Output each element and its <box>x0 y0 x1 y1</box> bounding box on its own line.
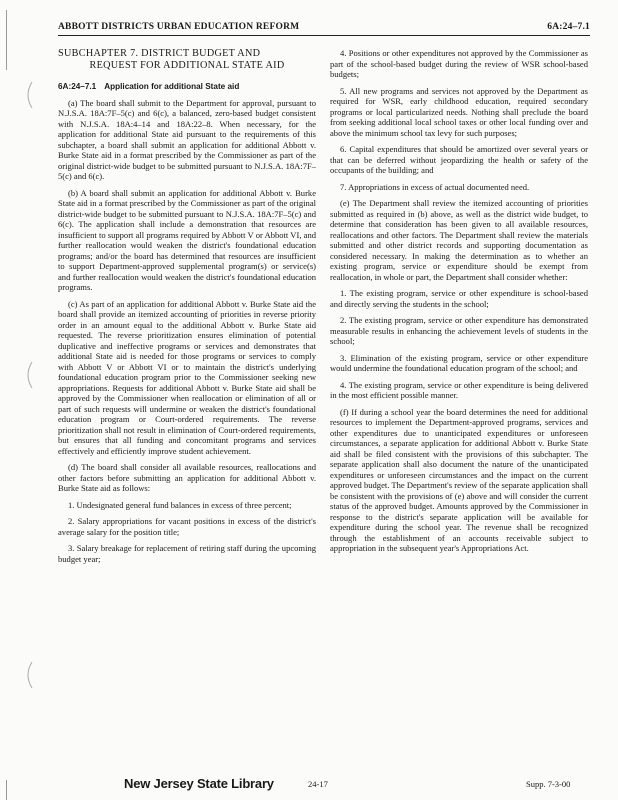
scan-margin-line <box>6 10 7 70</box>
running-header <box>58 22 590 36</box>
page-number: 24-17 <box>308 779 328 789</box>
subchapter-heading <box>58 48 316 72</box>
header-title: ABBOTT DISTRICTS URBAN EDUCATION REFORM <box>58 22 300 32</box>
section-heading <box>58 82 316 93</box>
punch-hole-mark-icon <box>22 360 34 390</box>
list-item-e4: 4. The existing program, service or other expenditure is being delivered in the most efficient possible manner. <box>330 379 588 400</box>
page-footer <box>0 776 618 796</box>
paragraph-e: (e) The Department shall review the itemized accounting of priorities submitted as required in (b) above, as well as the district wide budget, to determine that consideration has been given to all available resources, reallocations and other factors. The Department shall review the materials submitted and other district records and supporting documentation as considered necessary. In making the determination as to whether an existing program, service or expenditure should be exempt from reallocation, in whole or part, the Department shall consider whether: <box>330 198 588 282</box>
punch-hole-mark-icon <box>22 80 34 110</box>
list-item-e2: 2. The existing program, service or other expenditure has demonstrated measurable results in enhancing the achievement levels of students in the school; <box>330 315 588 346</box>
list-item-d3: 3. Salary breakage for replacement of retiring staff during the upcoming budget year; <box>58 543 316 564</box>
left-column <box>58 48 316 570</box>
list-item-d6: 6. Capital expenditures that should be amortized over several years or that can be deferred without jeopardizing the health or safety of the occupants of the building; and <box>330 144 588 175</box>
paragraph-b: (b) A board shall submit an application for additional Abbott v. Burke State aid in a format prescribed by the Commissioner as part of the original district-wide budget to be submitted pursuant to N.J.S.A. 18A:7F–5(c) and 6(c). The application shall include a demonstration that resources are insufficient to support all programs required by Abbott V or Abbott VI, and further reallocation would weaken the district's foundational education programs; and/or the board has determined that resources are insufficient to support Department-approved supplemental program(s) or service(s) and further reallocation would weaken the district's foundational education programs. <box>58 187 316 292</box>
list-item-e3: 3. Elimination of the existing program, service or other expenditure would undermine the foundational education program of the school; and <box>330 352 588 373</box>
paragraph-c: (c) As part of an application for additional Abbott v. Burke State aid the board shall provide an itemized accounting of priorities in reverse priority order in an amount equal to the additional Abbott v. Burke State aid requested. The reverse prioritization ensures elimination of potential duplicative and ineffective programs or services and demonstrates that additional State aid is needed for those programs or services to comply with Abbott V or Abbott VI or to maintain the district's underlying foundational education program prior to the Commissioner seeking new appropriations. Requests for additional Abbott v. Burke State aid shall be approved by the Commissioner when reallocation or elimination of all or part of such requests will undermine or weaken the district's foundational education program or Court-ordered requirements. The reverse prioritization shall not result in elimination of Court-ordered requirements, but ensures that all funding and concomitant programs and services effectively and efficiently improve student achievement. <box>58 298 316 456</box>
list-item-d5: 5. All new programs and services not approved by the Department as required for WSR, early childhood education, required secondary programs or local particularized needs. Nothing shall preclude the board from seeking additional local school taxes or other local funding over and above the minimum school tax levy for such purposes; <box>330 85 588 138</box>
paragraph-d: (d) The board shall consider all available resources, reallocations and other factors before submitting an application for additional Abbott v. Burke State aid as follows: <box>58 462 316 493</box>
list-item-d2: 2. Salary appropriations for vacant positions in excess of the district's average salary for the position title; <box>58 516 316 537</box>
list-item-d1: 1. Undesignated general fund balances in excess of three percent; <box>68 499 292 510</box>
list-item-d4: 4. Positions or other expenditures not approved by the Commissioner as part of the school-based budget during the review of WSR school-based budgets; <box>330 48 588 79</box>
paragraph-a: (a) The board shall submit to the Department for approval, pursuant to N.J.S.A. 18A:7F–5(c) and 6(c), a balanced, zero-based budget consistent with N.J.S.A. 18A:4–14 and 18A:22–8. When necessary, for the application for additional State aid pursuant to the requirements of this subchapter, a board shall submit an application for additional Abbott v. Burke State aid in a format prescribed by the Commissioner as part of the original district-wide budget to be submitted pursuant to N.J.S.A. 18A:7F–5(c) and 6(c). <box>58 97 316 181</box>
subchapter-line-2: REQUEST FOR ADDITIONAL STATE AID <box>89 60 285 71</box>
supplement-date: Supp. 7-3-00 <box>526 779 571 789</box>
section-number: 6A:24–7.1 <box>58 82 97 91</box>
paragraph-f: (f) If during a school year the board determines the need for additional resources to implement the Department-approved programs, services and other expenditures due to unanticipated expenditures or unforeseen circumstances, a separate application for additional Abbott v. Burke State aid shall be filed consistent with the provisions of this subchapter. The separate application shall also document the nature of the unanticipated expenditures or unforeseen circumstances and the impact on the current approved budget. The Department's review of the separate application shall be consistent with the provisions of (e) above and will consider the current status of the approved budget. Amounts approved by the Commissioner in response to the district's separate application will be available for expenditure during the school year. The revenue shall be recognized through the establishment of an accounts receivable subject to appropriation in the subsequent year's Appropriations Act. <box>330 406 588 553</box>
list-item-e1: 1. The existing program, service or other expenditure is school-based and directly serving the students in the school; <box>330 288 588 309</box>
punch-hole-mark-icon <box>22 660 34 690</box>
library-stamp: New Jersey State Library <box>124 776 274 791</box>
list-item-d7: 7. Appropriations in excess of actual documented need. <box>340 181 530 192</box>
subchapter-line-1: SUBCHAPTER 7. DISTRICT BUDGET AND <box>58 48 261 59</box>
right-column <box>330 48 588 560</box>
header-section-number: 6A:24–7.1 <box>547 22 590 32</box>
section-title: Application for additional State aid <box>104 82 240 91</box>
